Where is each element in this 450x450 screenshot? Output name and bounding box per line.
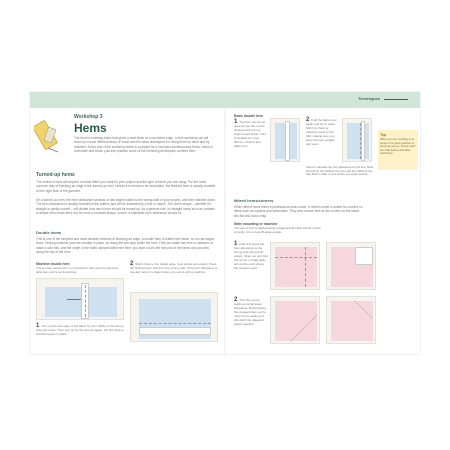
step-text: Fold the fabric over again and pin in place. Stitch by hand or machine close to the fold, making sure you keep the hem straight and even. <box>306 118 338 146</box>
step-text: Fold and press the hem allowance to the wrong side along both edges. Open out and fold the corner in diagonally across the point where the creases meet. <box>234 242 268 270</box>
intro-paragraph: The hem is a sewing basic that gives a neat finish to a raw fabric edge. In this workshop we will show you some different kinds of home and the basic techniques for doing them by hand and by machine. At the end of the workshop there is a project for a luxurious contemporary throw, which is reversible and which puts into practice some of the hemming techniques covered here. <box>74 136 213 153</box>
step-number: 2 <box>306 117 310 123</box>
step-text: Trim the corner, leaving a small seam allowance. Refold along the creased lines so the mitre forms neatly and slip stitch the diagonal edges together. <box>234 298 266 326</box>
workshop-label: Workshop 3 <box>74 114 103 120</box>
step-number: 2 <box>234 297 238 303</box>
step-number: 2 <box>130 261 134 267</box>
mitred-hems-heading: Mitred hems/corners <box>234 198 274 203</box>
turned-hems-paragraph-1: The choice of hem will depend on what effect you want for your project and the type of fabric you are using. For the most common way of finishing an edge is the turned-up hem. Unless it is meant to be decorative, the finished hem is usually invisible on the right side of the garment. <box>36 180 216 193</box>
step-text: Stitch close to the folded edge. Sew slowly and evenly. Press the finished hem well from the wrong side. If the hem allowance is needed, tack it in place before you sew it with a machine. <box>130 262 218 274</box>
step-number: 1 <box>234 119 238 125</box>
machine-hem-illustration <box>36 278 124 320</box>
machine-step-2 <box>130 262 218 274</box>
tab-rule <box>384 99 408 100</box>
machine-step-1 <box>36 324 124 336</box>
double-hems-heading: Double hems <box>36 230 62 235</box>
top-band <box>30 92 420 108</box>
book-spread <box>30 92 420 354</box>
basic-hem-illustration-1 <box>270 118 300 162</box>
mitre-illustration-3 <box>326 242 376 290</box>
section-tab: Techniques <box>358 96 380 101</box>
mitre-stitch-line <box>327 297 376 344</box>
ruler-chalk-illustration <box>34 118 64 154</box>
page-gutter <box>224 108 226 354</box>
step-number: 1 <box>36 323 40 329</box>
mitre-step-2 <box>234 298 268 326</box>
hem-allowance-text: Used to calculate the hem allowance for the line. Mark the fold for the finished hem line and the stitching line with tailor's chalk or pins before you begin sewing. <box>306 165 374 177</box>
basic-double-hem-label: Basic double hem <box>234 114 264 118</box>
machine-double-hem-label: Machine double hem <box>36 262 70 266</box>
mitre-illustration-2 <box>270 296 320 344</box>
mitre-illustration-1 <box>270 242 320 290</box>
stitched-hem-illustration <box>130 292 218 342</box>
double-hems-paragraph: This is one of the simplest and most durable methods of finishing an edge. A double hem is folded over twice, so no raw edges show. Sewing machine pins are needed in place, so doing the two step within the hem. First you make the hem to measure or make a size fold, and the depth of the fabric allowed within the hem; you start to turn the first part of the fabric and you sew along the top of the hem. <box>36 237 215 254</box>
machine-double-hem-text: This is a fast, secure hem on most fabrics. Also good for garments, table linen and home furnishings. <box>36 266 119 274</box>
tip-label: Tip <box>380 132 386 137</box>
step-text: Turn up the raw edge of the fabric by 1cm (3/8in) to the wrong side and press. Then turn up by the amount again. Pin and tack to hold the layers in place. <box>36 324 124 336</box>
mitre-illustration-4 <box>326 296 376 344</box>
step-number: 1 <box>234 241 238 247</box>
mitre-step-1 <box>234 242 268 270</box>
mitre-mounting-label: Mitre mounting or machine <box>234 222 278 226</box>
mitre-fold-line <box>271 297 320 344</box>
page-title: Hems <box>74 121 107 135</box>
basic-hem-illustration-2 <box>342 118 372 162</box>
basic-step-1 <box>234 120 268 148</box>
mitred-hems-paragraph: While mitred hems finish a professional neat corner, a mitred corner is suited for corners on items such as napkins and tablecloths. They also reduce bulk at the corners so the fabric lies flat and looks crisp. <box>234 205 363 218</box>
turned-hems-heading: Turned-up hems <box>36 172 75 178</box>
step-text: The hem can be as deep as you like and is finished with the top edge turned under. This is suitable for most fabrics, curtains and table linen. <box>234 120 266 148</box>
tip-text: When you are working on a project it is good practice to press as you go. Press each hem flat before and after stitching it. <box>380 137 416 156</box>
mitre-mounting-text: The type of hem is stitched along a diagonal fold which should, if done correctly, form a neat 45-degree angle. <box>234 226 321 234</box>
tip-box <box>378 130 418 170</box>
turned-hems-paragraph-2: On a turned-up hem, the hem allowance consists of raw edges folded to the wrong side of your project, and then stitched down. The hem allowance is usually included in the pattern and will be indicated by a line or marks. The hem's shape – whether it's straight or gently curved – will dictate how much hem should be turned up. As a general rule, on straight hems such as curtains a deeper hem works best, but for more a rounded shape, curves, a shallower hem allowance should be. <box>36 198 216 215</box>
basic-step-2 <box>306 118 340 146</box>
